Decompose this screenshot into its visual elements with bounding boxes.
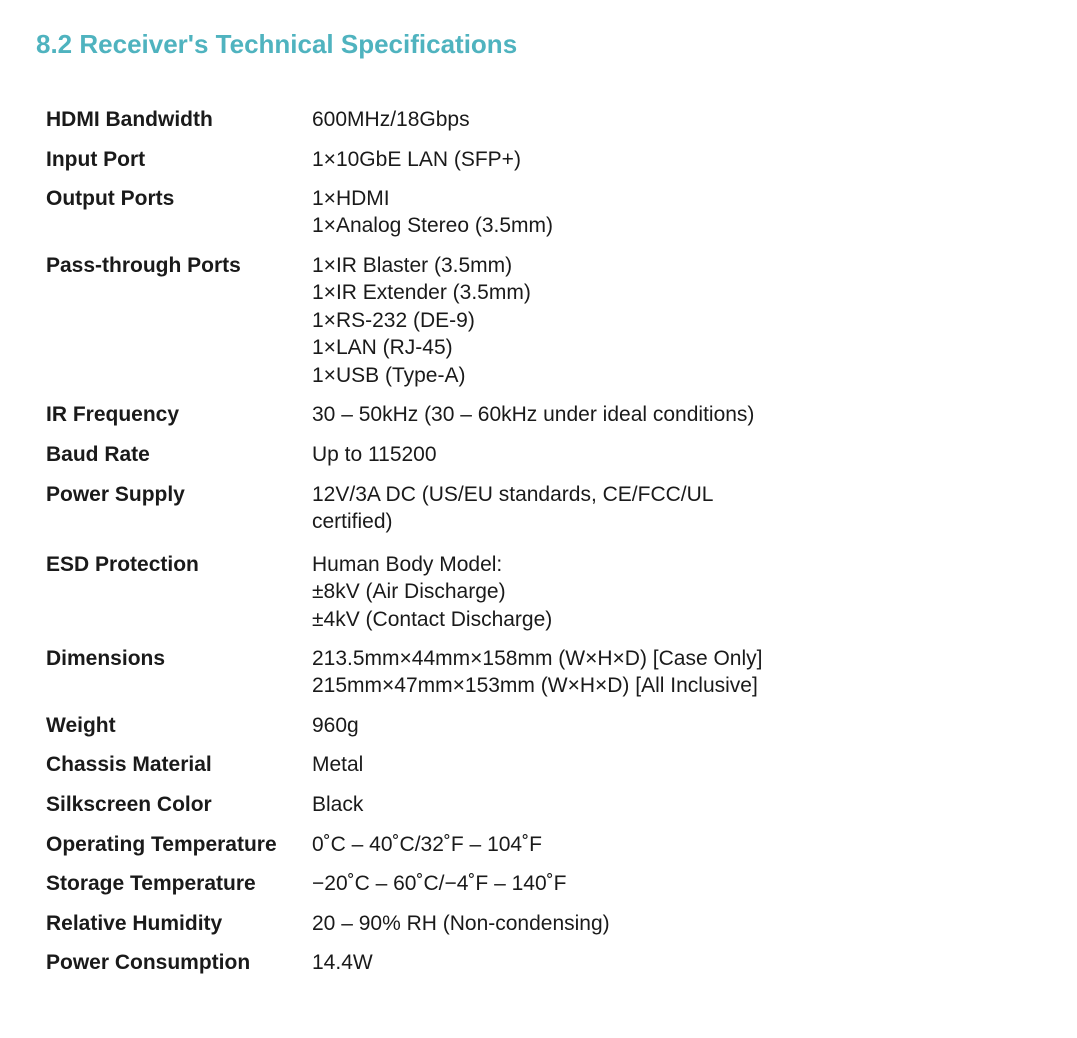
spec-value-line: 1×10GbE LAN (SFP+) [312,148,521,171]
spec-value [312,910,866,937]
spec-value [312,481,866,536]
spec-value-line: Up to 115200 [312,443,437,466]
spec-row [46,185,866,240]
spec-value-line: 14.4W [312,951,373,974]
spec-row [46,481,866,536]
spec-value [312,791,866,818]
spec-row [46,401,866,428]
spec-value-line: Black [312,793,364,816]
spec-value-line: 1×LAN (RJ-45) [312,336,453,360]
spec-label: Input Port [46,148,146,171]
spec-row [46,831,866,858]
spec-label: Chassis Material [46,753,212,776]
spec-value [312,751,866,778]
spec-value-line: Human Body Model: [312,553,503,576]
spec-value [312,252,866,389]
spec-value [312,106,866,133]
spec-label: Storage Temperature [46,872,256,895]
spec-label: Operating Temperature [46,833,277,856]
spec-value-line: 0˚C – 40˚C/32˚F – 104˚F [312,833,542,856]
spec-row [46,751,866,778]
spec-row [46,441,866,468]
spec-value [312,146,866,173]
spec-label: Power Consumption [46,951,251,974]
spec-value-line: 1×Analog Stereo (3.5mm) [312,214,554,238]
spec-value-line: 600MHz/18Gbps [312,108,470,131]
spec-value [312,645,866,700]
spec-value-line: −20˚C – 60˚C/−4˚F – 140˚F [312,872,567,895]
spec-value-line: 1×USB (Type-A) [312,363,466,387]
spec-row [46,551,866,633]
spec-row [46,791,866,818]
spec-value-line: ±8kV (Air Discharge) [312,580,506,604]
spec-value-line: 215mm×47mm×153mm (W×H×D) [All Inclusive] [312,674,758,698]
spec-row [46,146,866,173]
section-title: 8.2 Receiver's Technical Specifications [36,29,518,59]
spec-value-line: 960g [312,714,359,737]
spec-value-line: 1×IR Extender (3.5mm) [312,281,531,305]
spec-value [312,949,866,976]
spec-value [312,185,866,240]
spec-value-line: Metal [312,753,364,776]
spec-label: Pass-through Ports [46,254,241,277]
spec-value-line: 20 – 90% RH (Non-condensing) [312,912,610,935]
spec-value [312,870,866,897]
spec-value [312,712,866,739]
spec-label: Relative Humidity [46,912,223,935]
spec-value [312,441,866,468]
spec-label: Weight [46,714,116,737]
spec-row [46,910,866,937]
spec-row [46,949,866,976]
spec-row [46,252,866,389]
spec-value [312,831,866,858]
spec-label: Silkscreen Color [46,793,212,816]
spec-label: IR Frequency [46,403,180,426]
spec-label: Dimensions [46,647,166,670]
spec-value-line: ±4kV (Contact Discharge) [312,607,553,631]
spec-row [46,645,866,700]
spec-row [46,106,866,133]
spec-label: Output Ports [46,187,175,210]
spec-value [312,551,866,633]
spec-value-line: 12V/3A DC (US/EU standards, CE/FCC/UL [312,483,714,506]
spec-value-line: 1×IR Blaster (3.5mm) [312,254,513,277]
spec-label: Baud Rate [46,443,150,466]
spec-value-line: 213.5mm×44mm×158mm (W×H×D) [Case Only] [312,647,763,670]
spec-value-line: certified) [312,510,393,534]
spec-label: HDMI Bandwidth [46,108,213,131]
spec-row [46,870,866,897]
spec-value-line: 1×RS-232 (DE-9) [312,308,475,332]
spec-label: ESD Protection [46,553,199,576]
spec-label: Power Supply [46,483,185,506]
spec-value-line: 30 – 50kHz (30 – 60kHz under ideal conditions) [312,403,755,426]
spec-value [312,401,866,428]
spec-row [46,712,866,739]
spec-value-line: 1×HDMI [312,187,390,210]
